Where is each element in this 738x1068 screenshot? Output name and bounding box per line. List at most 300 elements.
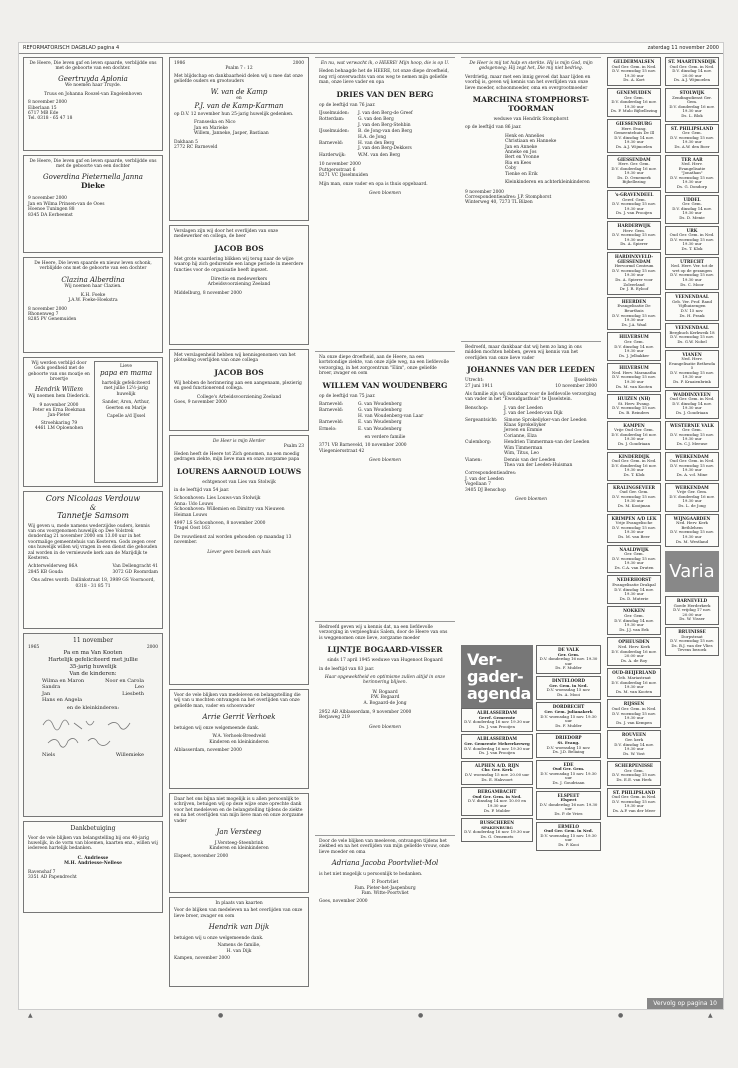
church-details: Ned. Herv. Kerk D.V. donderdag 16 nov. 20.00 uur Ds. A. de Roy [611,644,657,663]
church-sub: Elspeet [560,797,577,803]
footer-mark-5: ▲ [708,1012,713,1019]
kamp-name-2: P.J. van de Kamp-Karman [194,101,284,110]
church-details: Oud Ger. Gem. in Ned. D.V. woensdag 15 nov. 19.30 uur Ds. A.P. van der Meer [611,794,657,814]
church-place: VEENENDAAL [675,294,709,300]
anniv-name: Wilma en Maron [42,677,85,684]
church-listing [461,787,533,816]
marchina-name: MARCHINA STOMPHORST-TOORMAN [472,95,590,114]
church-place: HUIZEN (NH) [617,396,651,402]
church-place: HARDINXVELD-GIESSENDAM [614,254,654,264]
louws-address: 4997 LS Schoonhoven, 8 november 2000 Tragel Oost 163 [174,521,266,532]
church-details: Herv. Gem. D.V. woensdag 15 nov. 19.30 uur Ds. A. Spierer [612,227,656,247]
church-details: Ned. Herv. Evangelisatie Bethesda 5 D.V. woensdag 15 nov. 19.30 uur Ds. P. Kraaienbrink [668,356,716,385]
church-place: ERMELO [557,823,580,829]
church-place: ROUVEEN [621,732,647,738]
leeden-name: JOHANNES VAN DER LEEDEN [467,365,595,375]
church-sub: Ger. Gem. in Ned. [549,682,588,688]
anniv-name: Jan [42,690,51,697]
church-details: Ger. Gem. D.V. woensdag 15 nov. Ds. E.E. van Herk [612,767,656,783]
family-names: G. van Woudenberg H. van Woudenberg-van Laar [358,408,424,419]
announcement-woudenberg [315,351,455,617]
church-listing [536,645,601,674]
family-row [319,153,451,158]
addresses [28,564,158,575]
family-place: Barneveld: [319,402,344,408]
vdberg-date: 10 november 2000 Puttgersstraat 6 8271 VC IJsselmuiden [319,162,369,179]
handwriting-image [38,713,148,753]
bride-name: Tannetje Samsom [57,511,129,520]
address-2: Van Dellengracht 41 3072 GD Roomrdam [112,564,158,575]
church-listing [665,627,719,656]
agenda-banner: Ver-gader-agenda [461,645,533,708]
sign-1: Niels [42,752,56,759]
church-place: WERKENDAM [675,484,709,490]
family-place: Barneveld: [319,408,344,414]
church-details: Oud Ger. Gem. in Ned. D.V. donderdag 16 nov. 19.30 uur Ds. T. Klok [611,458,657,477]
church-listing [665,483,719,512]
address: Rhonenweg 7 8285 PV Genemuiden [28,311,77,323]
anniv-couple: Pa en ma Van Kooten [63,649,123,656]
dank-address: Ravenshaf 7 3351 AD Papendrecht [28,869,77,880]
bos2-date: Goes, 9 november 2000 [174,400,227,406]
church-place: BUSSCHEREN [479,820,515,826]
column-4 [461,57,601,853]
family-row [319,141,451,152]
church-listing [665,596,719,625]
year-2: 2000 [146,644,158,650]
church-listing [607,606,661,635]
church-listing [536,676,601,700]
church-details: Evangelisatie Drakpal D.V. dinsdag 14 nov. 19.30 uur Ds. D. Muterie [612,582,656,601]
page-footer [18,1010,722,1022]
poortvliet-sign: P. Poortvliet Fam. Pieter-het-Jaspenburg Fam. Witte-Poortvliet [354,880,416,896]
column-6b-list [665,596,719,656]
church-details: Oud Ger. Gem. in Ned. D.V. woensdag 15 nov. 19.30 uur Ds. J. van Kempen [611,705,657,725]
column-1 [23,57,163,917]
column-2 [169,57,309,991]
church-listing [461,818,533,842]
church-details: Hervormd Centrum D.V. woensdag 15 nov. 19.30 uur Ds. A. Spierer voor Zoleerland Dr. J. R. Eyloof [612,263,656,292]
anniv-name: Hans en Angela [42,697,83,704]
church-place: URK [686,227,698,233]
announcement-anniversary [23,633,163,817]
header-left: REFORMATORISCH DAGBLAD pagina 4 [23,45,120,51]
verhoek-place: Alblasserdam, november 2000 [174,747,242,753]
church-place: GELDERMALSEN [613,59,655,64]
church-place: NOKKEN [623,608,645,614]
louws-service: De rouwdienst zal worden gehouden op maandag 13 november. [174,534,292,546]
church-listing [665,257,719,291]
marchina-text: Verdrietig, maar met een innig gevoel dat haar lijden en voorbij is, geven wij kennis van het overlijden van onze lieve moeder, schoonmoeder, oma en overgrootmoeder [465,74,591,91]
announcement-geertruyda [23,57,163,151]
church-listing [665,421,719,450]
church-place: TER AAR [681,156,703,162]
church-place: KAMPEN [623,422,645,428]
church-listing [607,575,661,604]
church-listing [607,545,661,574]
church-listing [607,88,661,117]
church-details: Geref. Gem. D.V. woensdag 15 nov. 19.30 uur Ds. J. van Prooijen [612,196,656,216]
place-1: Utrecht: [465,378,484,384]
church-details: Vrije Evangelische D.V. woensdag 15 nov. 19.30 uur Ds. M. van Beer [612,520,656,539]
vdberg-text: Heden behaagde het de HEERE, tot onze diepe droefheid, nog vrij onverwachts van ons weg te nemen mijn geliefde man, onze lieve vader en opa [319,69,449,86]
verhoek-sign: W.A. Verhoek-Breedveld Kinderen en kleinkinderen [209,734,269,745]
continued-link[interactable]: Vervolg op pagina 10 [647,998,723,1009]
church-place: KRIMPEN A/D LEK [611,515,657,521]
church-place: UDDEL [683,196,701,202]
address: Stroehkaring 79 4461 LM Oploenohen [34,420,84,432]
announcement-dijk [169,897,309,987]
church-listing [607,363,661,392]
dank-text: Voor de vele blijken van belangstelling bij ons 40-jarig huwelijk, in de vorm van bloemen, kaarten enz., willen wij iedereen hartelijk bedanken. [28,835,158,852]
church-details: Ger. Gem. D.V. dinsdag 14 nov. 19.30 uur Ds. J.J. van Eek [614,613,654,632]
poortvliet-text2: is het niet mogelijk u persoonlijk te bedanken. [319,871,423,877]
church-details: Ger. Gem. D.V. woensdag 15 nov. 19.30 uur Ds. C.A. van Druten [612,551,656,570]
bogaard-age: in de leeftijd van 83 jaar. [319,666,375,672]
kamp-name-1: W. van de Kamp [210,87,268,96]
church-details: D.V. woensdag 15 nov. 19.30 uur Ds. P. Kooi [540,832,597,847]
family-row [465,440,597,456]
church-details: D.V. donderdag 16 nov. 19.30 uur Ds. P. de Vries [539,801,598,817]
church-details: Oud Ger. Gem. in Ned. D.V. woensdag 15 nov. 19.30 uur Ds. A. v.d. Mine [669,458,715,477]
church-place: 's-GRAVENDEEL [614,192,654,198]
column-6 [665,57,719,658]
church-place: ST. MAARTENSDIJK [668,59,716,64]
church-listing [607,514,661,543]
church-details: Ned. Herv. Ver. tot de wet op de gezangen D.V. woensdag 15 nov. 19.30 uur Ds. C. Moor [670,263,714,287]
church-listing [461,734,533,758]
church-listing [536,702,601,731]
marchina-age: op de leeftijd van 86 jaar. [465,125,522,131]
church-place: DORDRECHT [552,704,585,710]
church-listing [665,350,719,388]
address: Hoenoe Tuningen 88 8345 DA Eerbeemst [28,207,75,218]
woudenberg-family [319,402,451,432]
church-listing [607,699,661,728]
announcement-marchina [461,57,601,337]
date: 8 november 2000 [28,306,67,312]
church-details: Oud Ger. Gem. in Ned. D.V. woensdag 15 nov. 19.30 uur Ds. A. Kort [611,63,657,83]
church-details: D.V. woensdag 15 nov. Ds. A. Mooi [546,687,591,697]
family-row [319,129,451,140]
church-listing [536,760,601,789]
leeden-note: Geen bloemen [515,496,547,502]
newspaper-page [18,42,724,1010]
dank-names: C. Andriesse M.H. Andriesse-Nellese [64,855,122,867]
church-details: D.V. woensdag 15 nov. 19.30 uur Ds. F. Mulder [540,713,597,728]
church-listing [607,730,661,759]
bogaard-quote: Haar opgewektheid en optimisme zullen altijd in onze herinnering blijven. [324,675,446,686]
church-details: St. Herv. Evang. D.V. woensdag 15 nov. Ds. B. Reinders [612,400,656,416]
family-row [319,117,451,128]
church-place: GENEMUIDEN [616,89,652,95]
church-place: KINDERDIJK [618,453,650,459]
woudenberg-name: WILLEM VAN WOUDENBERG [322,380,448,390]
family-row [465,406,597,417]
bos1-intro: Verslagen zijn wij door het overlijden van onze medewerker en collega, de heer [174,229,279,240]
church-place: KRALINGSEVEER [612,484,655,490]
family-row [319,402,451,407]
family-place: Culemborg: [465,440,492,446]
vdberg-note: Geen bloemen [369,190,401,196]
church-place: VIANEN [682,351,702,357]
bos1-name: JACOB BOS [214,243,264,253]
family-place: Barneveld: [319,141,344,147]
vdberg-age: op de leeftijd van 76 jaar. [319,102,376,108]
parents: K.H. Foeke J.A.W. Foeke-Hoekstra [68,292,118,304]
lieve-title: Lieve [120,364,132,369]
dijk-sign: Namens de familie, H. van Dijk [217,943,261,954]
bogaard-name: LIJNTJE BOGAARD-VISSER [327,645,443,655]
announcement-poortvliet [315,835,455,985]
church-place: DE VALK [557,647,580,652]
church-listing [607,221,661,250]
church-place: UTRECHT [680,258,704,264]
family-place: Sergeantsicht: [465,417,498,423]
church-details: Geb. Ver. Prof. Rand Vijfhuizengen D.V. 15 nov. Ds. H. Prank [672,298,712,318]
vdberg-name: DRIES VAN DEN BERG [336,89,434,99]
intro: De Heere, Die leven spaarde en nieuw leven schonk, verblijdde ons met de geboorte van een dochter [34,261,152,272]
church-sub: Chr. Ger. Kerk [481,767,513,773]
church-details: D.V. woensdag 15 nov. 20.00 uur Ds. E. Hakvoort [464,771,530,782]
kamp-address: Dakhaan 5 2772 RC Barneveld [174,139,218,151]
family-row [319,111,451,116]
announcement-goverdina [23,155,163,253]
church-place: ALPHEN A/D. RIJN [474,762,520,768]
church-listing [665,124,719,153]
louws-age: in de leeftijd van 54 jaar. [174,488,230,494]
church-listing [665,226,719,255]
louws-quote: De Heer is mijn Herder [212,439,266,444]
bos1-text: Met grote waardering blikken wij terug naar de wijze waarop hij zich gedurende een lange periode in meerdere functies voor de organisatie heeft ingezet. [174,256,304,273]
church-listing [665,57,719,86]
church-details: Goede Herderkerk D.V. vrijdag 17 nov. 20.00 uur Ds. W. Visser [673,602,711,622]
anniv-line3: 35-jarig huwelijk [69,663,117,670]
church-listing [665,452,719,481]
church-listing [461,708,533,732]
versteeg-place: Elspeet, november 2000 [174,854,229,860]
child-name: Geertruyda Aplonia [58,74,128,83]
new-address: Ons adres wordt: Dallinkstraat 18, 3989 GS Voornoord, 0318 - 31 85 71 [31,578,155,589]
year-1: 1986 [174,61,186,66]
church-place: RIJSSEN [623,701,645,707]
church-details: Oud Ger. Gem. in Ned. D.V. woensdag 15 nov. 19.30 uur Ds. T. Klok [669,232,715,251]
year-1: 1965 [28,644,40,650]
church-sub: Oud Ger. Gem. [552,766,585,772]
meetings-b [536,645,601,853]
anniv-names [28,678,158,704]
announcement-cors [23,491,163,629]
church-place: GIESSENBURG [616,120,652,126]
sub: Wij noemen hem Diederick. [28,394,90,400]
lieve-text: hartelijk gefeliciteerd met jullie 12½-jarig huwelijk [101,380,151,397]
bogaard-note: Geen bloemen [369,724,401,730]
anniv-name: Leo [134,684,144,691]
church-listing [607,421,661,450]
vdberg-text2: Mijn man, onze vader en opa is thuis opgebaard. [319,181,428,187]
marchina-sub: weduwe van Hendrik Stomphorst [493,117,569,123]
parents: Jan en Wilma Prinsen-van de Ooes [28,201,105,207]
versteeg-text: Daar het ons bijna niet mogelijk is u allen persoonlijk te schrijven, betuigen wij op deze wijze onze oprechte dank voor het medeleven en de belangstelling tijdens de ziekte en na het overlijden van mijn lieve man en onze zorgzame vader [174,797,304,824]
announcement-dank [23,821,163,913]
church-details: Berghuch Kerkweik 18 D.V. woensdag 15 nov. Ds. G.W. Nobel [669,329,715,344]
family-names: G. van Woudenberg [358,402,402,408]
announcement-leeden [461,341,601,641]
leeden-family [465,406,597,468]
church-listing [665,323,719,347]
intro: De Heere, Die leven gaf en leven spaarde, verblijdde ons met de geboorte van een dochter. [29,61,157,72]
church-sub: Geref. Gemeente [478,714,516,720]
psalm: Psalm 7 : 12 [225,66,253,72]
louws-sub: echtgenoot van Lies van Stolwijk [202,479,276,485]
church-place: HILVERSUM [619,334,649,340]
church-details: Ned. Herv. Kerk Bethlehem D.V. woensdag 15 nov. 19.30 uur Ds. M. Westland [670,520,714,544]
header-right: zaterdag 11 november 2000 [647,45,719,51]
church-listing [536,791,601,820]
woudenberg-text: Na onze diepe droefheid, aan de Heere, na een kortstondige ziekte, van onze zijde weg, na een liefdevolle verzorging, in het zorgcentrum "Elim", onze geliefde broer, zwager en oom [319,355,449,377]
column-5 [607,57,661,819]
announcement-hendrik [23,357,163,487]
church-details: Oud Ger. Gem. in Ned. D.V. dinsdag 14 nov. 20.00 uur Ds. A.J. Wijmoelen [669,63,715,83]
parents: Peter en Erna Boekman Jan-Pieter [32,407,86,419]
woudenberg-sub: en verdere familie [364,435,406,441]
year-2: 2000 [292,61,304,66]
verhoek-text2: betuigen wij onze welgemeende dank. [174,725,260,731]
church-details: D.V. woensdag 15 nov. Ds. J.D. Beliaing [546,744,591,755]
church-listing [607,190,661,219]
church-details: Geb. Mariastraat D.V. donderdag 16 nov. 19.30 uur Ds. M. van Kooten [611,674,657,694]
announcement-clazina [23,257,163,353]
church-details: Ned. Herv. Evangelisatie "Jonathan" D.V. woensdag 15 nov. 19.30 uur Ds. G. Dondorp [670,161,714,190]
church-details: D.V. woensdag 15 nov. 19.30 uur Ds. J. Goudriaan [540,770,597,786]
dijk-place: Kampen, november 2000 [174,955,230,961]
church-listing [607,452,661,481]
church-place: ALBLASSERDAM [476,710,518,715]
verhoek-text: Voor de vele blijken van medeleven en belangstelling die wij van u mochten ontvangen na het overlijden van onze geliefde man, vader en schoonvader [174,693,301,709]
church-place: HARDERWIJK [617,223,651,229]
family-names: H. van den Berg J. van den Berg-Dekkers [358,141,412,152]
announcement-versteeg [169,793,309,893]
church-place: ALBLASSERDAM [476,736,518,742]
church-place: EDE [563,761,574,767]
church-listing [607,119,661,153]
family-names: Dennis van der Leeden Thea van der Leeden-Huisman [504,457,573,468]
church-details: Dorpstraat D.V. woensdag 15 nov. Ds. B.J. van der Vlies Tevens bezoek [670,633,714,653]
hendrik-block [28,361,90,483]
agenda-area [461,645,601,853]
family-row [319,408,451,419]
footer-mark-1: ▲ [28,1012,33,1019]
church-details: D.V. donderdag 16 nov. 19.30 uur Ds. G. Oenemets [464,829,530,839]
bogaard-names: W. Bogaard P.W. Bogaard A. Bogaard-de Jong [363,689,407,706]
church-place: VEENENDAAL [675,325,709,331]
church-listing [536,733,601,757]
church-listing [607,668,661,697]
lieve-place: Capelle a/d IJssel [106,413,146,419]
louws-names: Schoonhoven: Lies Louws-van Stolwijk Anna: Udo Louws Schoonhoven: Willemien en Dimitry van Nieuwen Heiman Louws [174,496,285,518]
bos2-name: JACOB BOS [214,367,264,377]
child-name: Hendrik Willem [35,385,83,393]
church-place: WIJNGAARDEN [673,515,711,521]
church-details: Ger. Gem. D.V. woensdag 15 nov. 19.30 uur Ds. C.J. Meeuse [670,427,714,446]
marchina-address: Correspondentieadres: J.P. Stomphorst Winterweg 40, 7273 TL Bilzen [465,194,552,206]
family-place: Benschop: [465,405,489,411]
family-names: E. van Woudenberg [358,426,402,432]
leeden-text2: Als familie zijn wij dankbaar voor de liefdevolle verzorging van vader in het "Ewoudgasthuis" te IJsselstein. [465,392,597,403]
poortvliet-text: Door de vele blijken van meeleven, ontvangen tijdens het ziekbed en na het overlijden van mijn geliefde vrouw, onze lieve moeder en oma [319,839,450,855]
agenda-col-a [461,645,533,853]
church-place: DRIEDORP [555,735,582,741]
bos2-intro: Met verslagenheid hebben wij kennisgenomen van het plotseling overlijden van onze collega [174,353,296,364]
dank-title: Dankbetuiging [70,825,116,832]
louws-note: Liever geen bezoek aan huis [207,549,271,555]
church-place: SCHERPENISSE [614,763,654,769]
family-names: G. van den Berg J. van den Berg-Stehbin [358,117,411,128]
marchina-kk: Kleinkinderen en achterkleinkinderen [505,180,590,186]
church-details: D.V. donderdag 16 nov. 19.30 uur Ds. F. Mulder [539,656,598,671]
intro: Wij werden verblijd door Gods goedheid met de geboorte van ons moatje en broertje [28,361,90,383]
bos2-sign: College's Arbeidsvoorziening Zeeland [196,394,282,400]
church-details: Oud Ger. Gem. D.V. woensdag 15 nov. 19.30 uur Ds. M. Kooijman [612,489,656,508]
family-names: Simone Sprokeliyker-van der Leeden Klaas Sprokeliyker Jeroen en Emmie Corianne, Elza [504,417,587,439]
page-header [19,43,723,54]
parents: Truus en Johanna Roozel-van Engelenhoven [43,91,143,97]
church-listing [461,761,533,785]
meetings-a [461,708,533,842]
announcement-louws [169,435,309,685]
column-6-list [665,57,719,547]
sub: Wij noemen haar Clazien. [64,284,122,290]
church-listing [607,155,661,189]
leeden-dates [465,384,597,389]
place-2: IJsselstein [574,378,597,384]
announcement-bogaard [315,621,455,831]
intro: De Heere, Die leven gaf en leven spaarde, verblijdde ons met de geboorte van een dochter [29,159,157,170]
versteeg-name: Jan Versteeg [216,828,262,837]
anniv-line4: Van de kinderen: [69,670,117,677]
child-nickname: Dieke [80,181,106,191]
verhoek-name: Arrie Gerrit Verhoek [202,713,276,722]
church-details: D.V. donderdag 16 nov. 19.30 uur Ds. J. van Prooijen [464,745,530,756]
announcement-verhoek [169,689,309,789]
date: 9 november 2000 [39,402,79,408]
church-place: BERGAMBACHT [477,789,517,795]
church-details: Vrije Ger. Gem. D.V. donderdag 16 nov. 19.30 uur Ds. L. de Jong [669,489,715,508]
anniv-name-row [42,697,144,704]
announcement-kamp [169,57,309,221]
family-row [465,458,597,469]
footer-mark-4: ● [618,1012,624,1019]
date-1: 27 juni 1911 [465,383,493,389]
church-details: Oud Ger. Gem. in Ned. D.V. dinsdag 14 nov. 19.30 uur Ds. J. Goudriaan [669,396,715,416]
church-details: Evangelisatie De Beurthuis D.V. woensdag 15 nov. 19.30 uur Ds. J.A. Waal [612,303,656,327]
address-1: Achterwelderweg 86A 2845 KB Gouda [28,564,78,575]
louws-text: Heden heeft de Heere tot Zich genomen, na een moedig gedragen ziekte, mijn lieve man en onze zorgzame papa [174,451,300,463]
church-sub: SPAKENBURG [481,824,513,830]
varia-banner: Varia [665,551,719,592]
date: 9 november 2000 [28,196,67,202]
dijk-text2: betuigen wij u onze welgemeende dank. [174,935,264,941]
church-listing [607,252,661,295]
and: en [236,96,242,102]
church-details: Ned. Herv. Maranatha D.V. woensdag 15 nov. 19.30 uur Ds. M. van Kooten [611,369,657,389]
family-names: Hendrien Timmerman-van der Leeden Wim Timmerman Wim, Titus, Leo [504,440,590,457]
church-listing [536,822,601,851]
church-sub: Oud Ger. Gem. in Ned. [472,793,522,799]
bos1-sign: Directie en medewerkers Arbeidsvoorziening Zeeland [207,277,271,288]
church-listing [665,155,719,193]
church-listing [607,761,661,785]
